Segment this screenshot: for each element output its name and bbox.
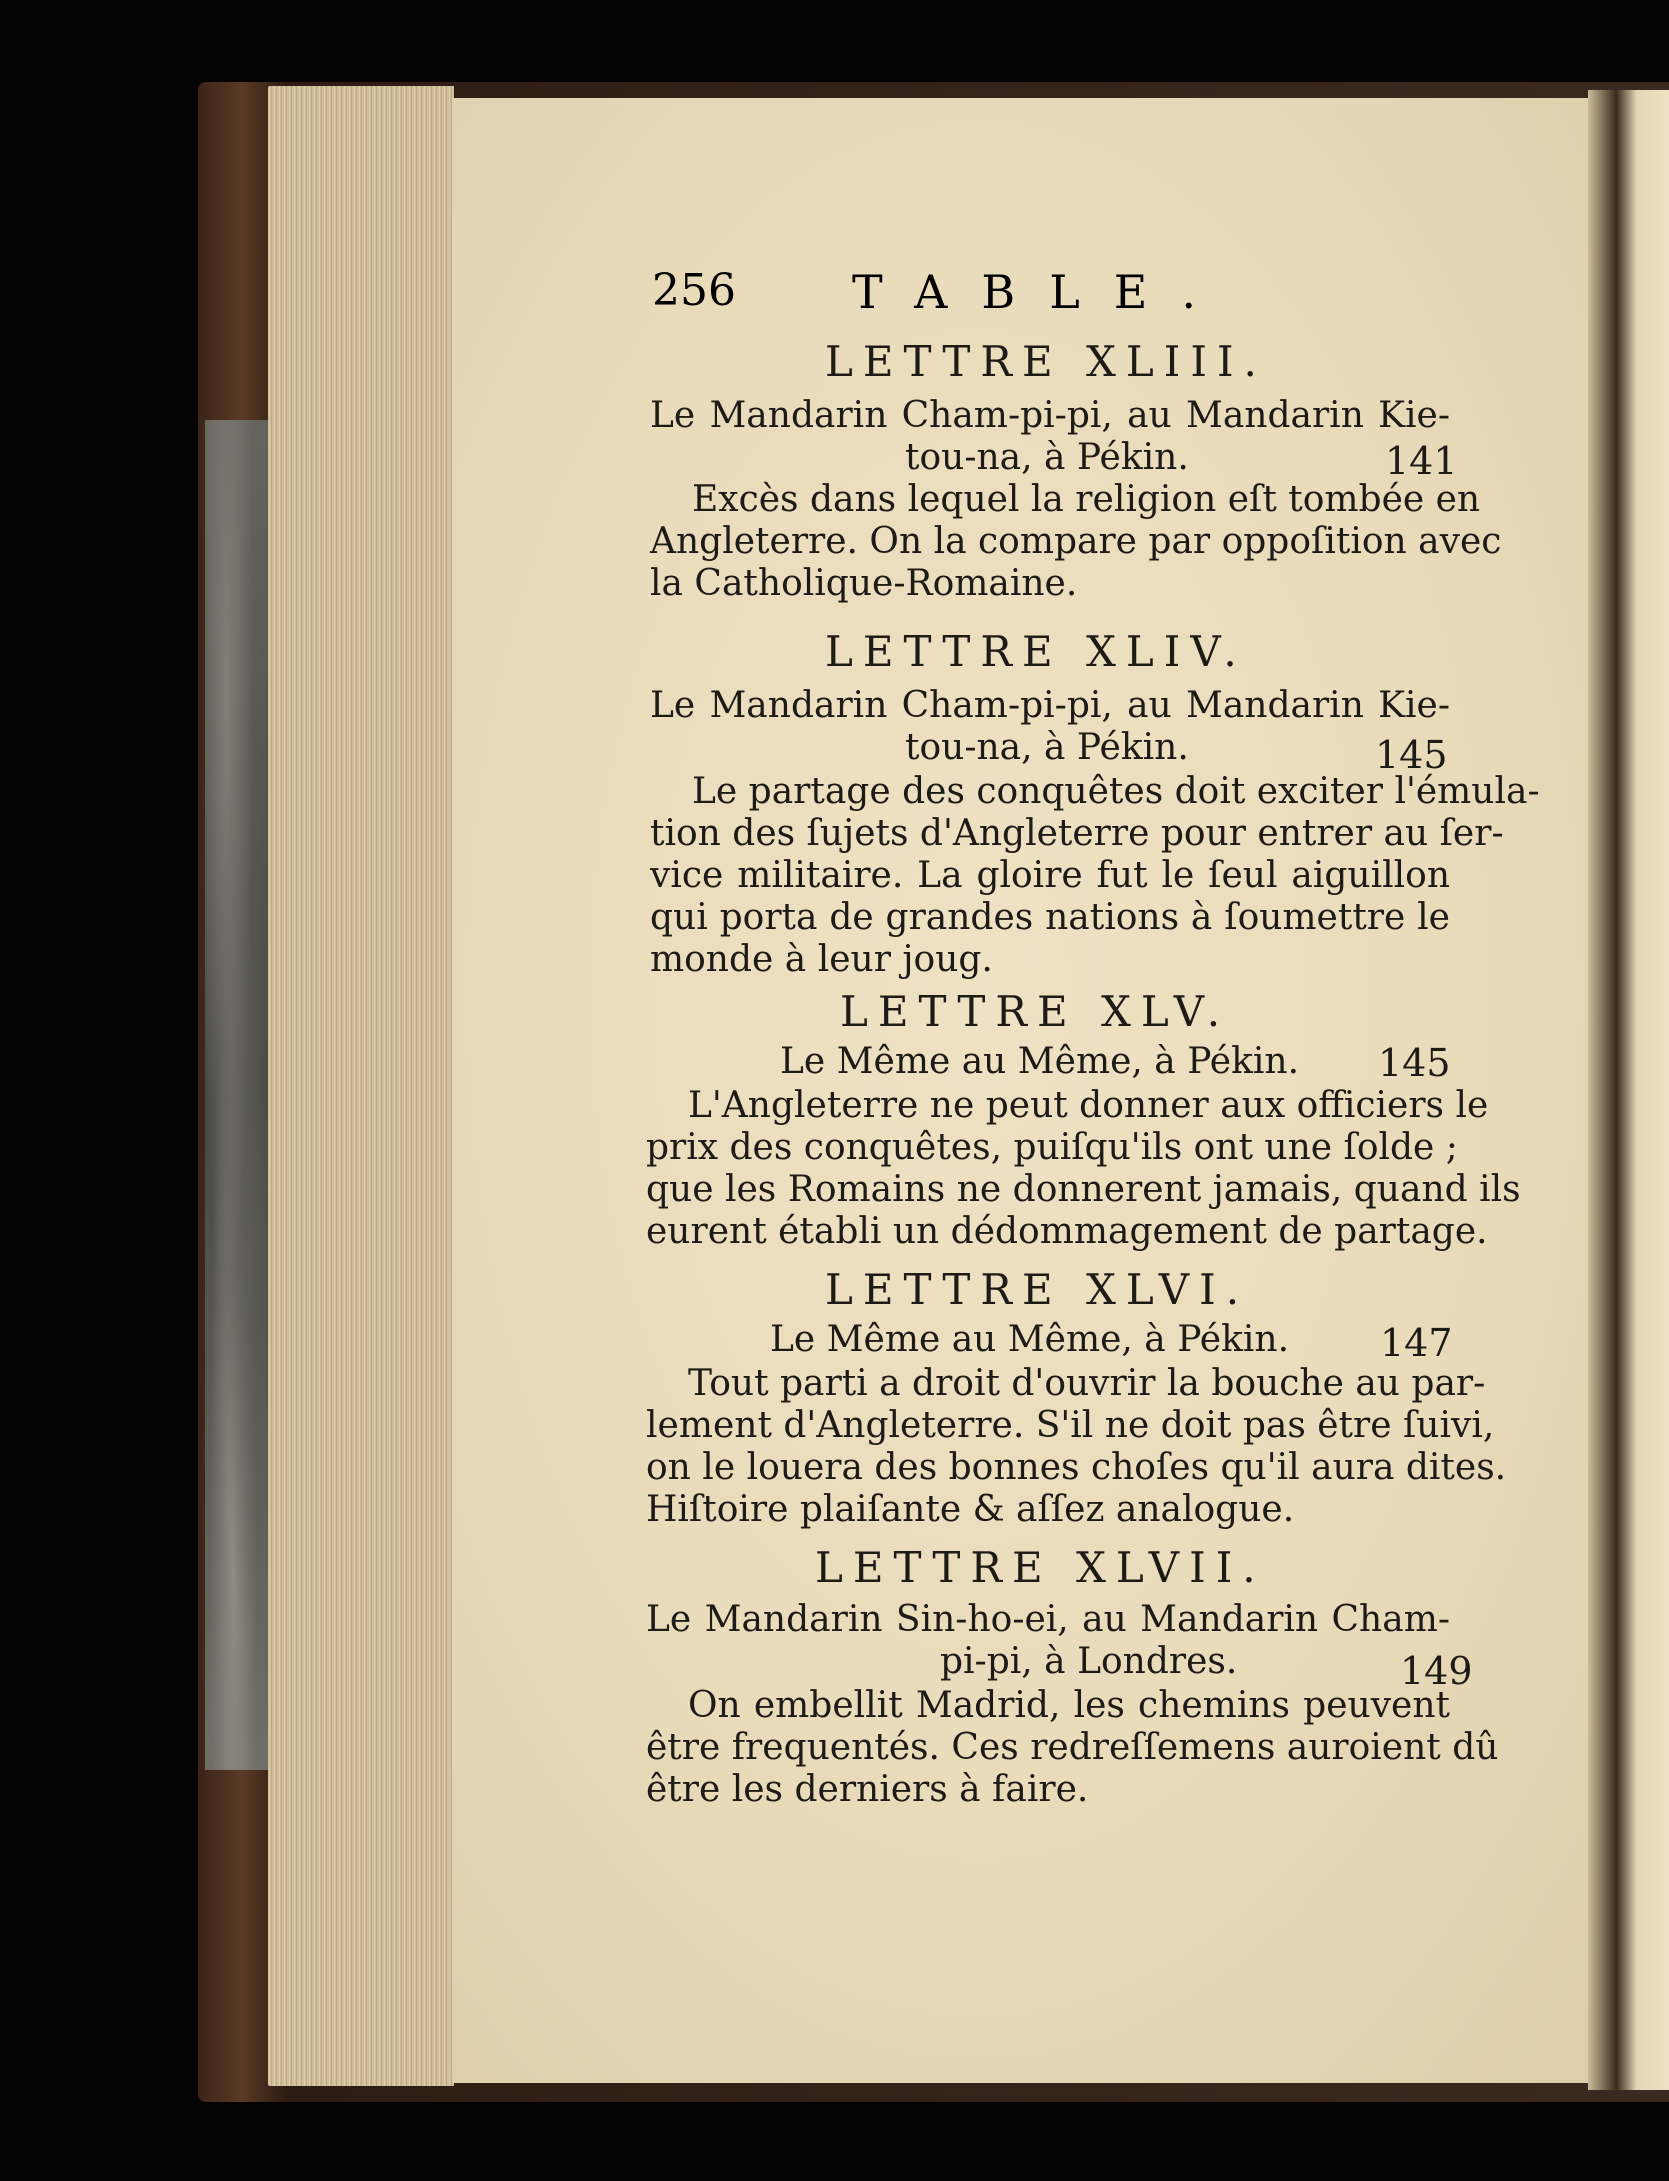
letter-heading: LETTRE XLV. (840, 987, 1231, 1036)
letter-summary: L'Angleterre ne peut donner aux officiers le (688, 1085, 1489, 1126)
page-reference: 149 (1400, 1649, 1473, 1693)
letter-summary: lement d'Angleterre. S'il ne doit pas être ſuivi, (646, 1405, 1495, 1446)
letter-summary: Angleterre. On la compare par oppoſition avec (650, 521, 1502, 562)
letter-heading: LETTRE XLVI. (825, 1265, 1250, 1314)
letter-address: Le Mandarin Sin-ho-ei, au Mandarin Cham- (646, 1599, 1450, 1640)
page-number: 256 (652, 265, 736, 316)
letter-summary: que les Romains ne donnerent jamais, quand ils (646, 1169, 1521, 1210)
letter-address: tou-na, à Pékin. (905, 727, 1189, 768)
letter-heading: LETTRE XLVII. (815, 1543, 1266, 1592)
letter-address: Le Même au Même, à Pékin. (780, 1041, 1300, 1082)
letter-summary: être frequentés. Ces redreſſemens auroient dû (646, 1727, 1499, 1768)
letter-summary: tion des ſujets d'Angleterre pour entrer au ſer- (650, 813, 1504, 854)
letter-summary: qui porta de grandes nations à ſoumettre le (650, 897, 1450, 938)
letter-heading: LETTRE XLIII. (825, 337, 1267, 386)
letter-summary: Hiſtoire plaiſante & aſſez analogue. (646, 1489, 1295, 1530)
letter-heading: LETTRE XLIV. (825, 627, 1247, 676)
letter-address: Le Mandarin Cham-pi-pi, au Mandarin Kie- (650, 395, 1450, 436)
letter-summary: Tout parti a droit d'ouvrir la bouche au par- (688, 1363, 1486, 1404)
page-reference: 145 (1378, 1041, 1451, 1085)
page-reference: 147 (1380, 1321, 1453, 1365)
page-reference: 141 (1385, 439, 1458, 483)
page-reference: 145 (1375, 733, 1448, 777)
running-title: TABLE. (852, 265, 1230, 319)
letter-address: Le Même au Même, à Pékin. (770, 1319, 1290, 1360)
letter-summary: On embellit Madrid, les chemins peuvent (688, 1685, 1450, 1726)
letter-address: tou-na, à Pékin. (905, 437, 1189, 478)
page-edges (268, 86, 454, 2086)
letter-summary: être les derniers à faire. (646, 1769, 1089, 1810)
letter-address: pi-pi, à Londres. (940, 1641, 1238, 1682)
letter-summary: la Catholique-Romaine. (650, 563, 1078, 604)
letter-summary: on le louera des bonnes choſes qu'il aura dites. (646, 1447, 1507, 1488)
letter-summary: monde à leur joug. (650, 939, 993, 980)
running-header (652, 265, 1372, 325)
letter-address: Le Mandarin Cham-pi-pi, au Mandarin Kie- (650, 685, 1450, 726)
book-gutter (1588, 90, 1669, 2090)
letter-summary: Excès dans lequel la religion eſt tombée en (692, 479, 1481, 520)
marbled-binding (205, 420, 275, 1770)
letter-summary: Le partage des conquêtes doit exciter l'émula- (692, 771, 1540, 812)
letter-summary: prix des conquêtes, puiſqu'ils ont une ſolde ; (646, 1127, 1458, 1168)
letter-summary: eurent établi un dédommagement de partage. (646, 1211, 1488, 1252)
letter-summary: vice militaire. La gloire fut le ſeul aiguillon (650, 855, 1450, 896)
